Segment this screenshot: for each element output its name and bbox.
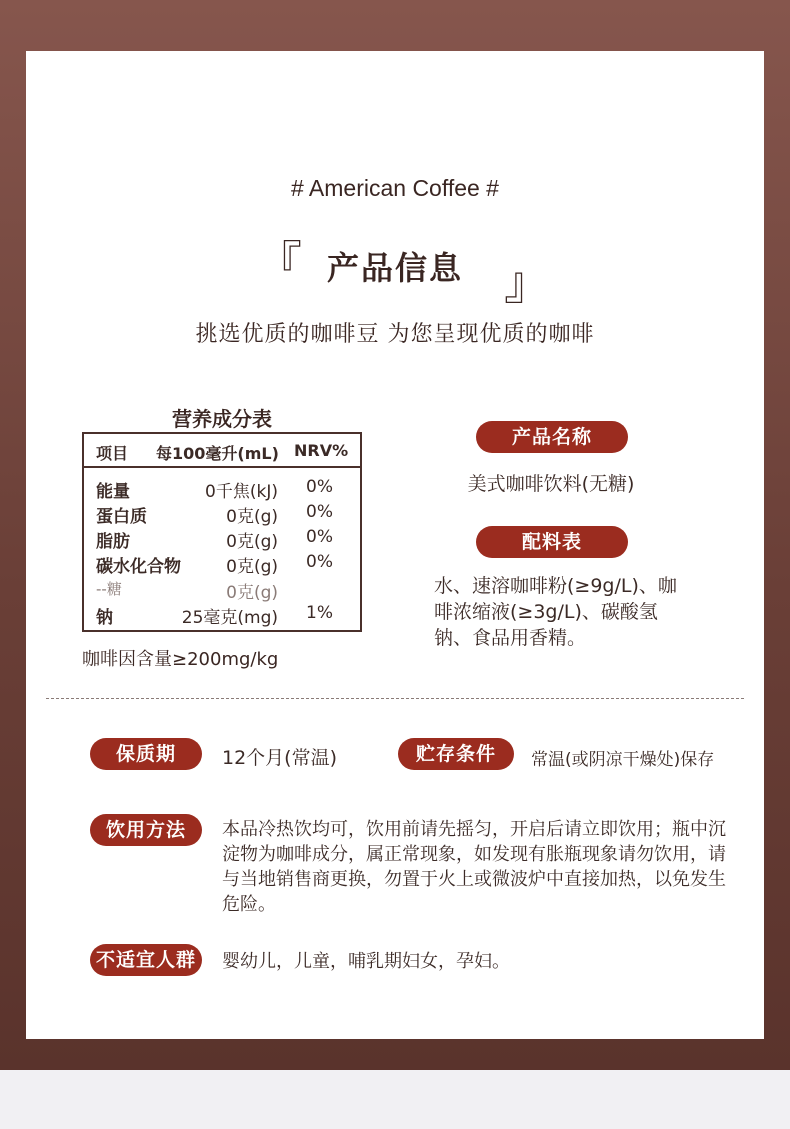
product-name-value: 美式咖啡饮料(无糖) bbox=[467, 473, 635, 495]
col-per100: 每100毫升(mL) bbox=[156, 444, 279, 463]
nutrition-header-row bbox=[84, 434, 360, 468]
table-row bbox=[84, 502, 360, 526]
shelf-life-badge: 保质期 bbox=[90, 738, 202, 770]
row-value: 0克(g) bbox=[226, 507, 278, 527]
nutrition-title: 营养成分表 bbox=[172, 407, 272, 431]
row-nrv: 0% bbox=[306, 477, 333, 497]
row-name: 钠 bbox=[96, 608, 113, 628]
row-value: 25毫克(mg) bbox=[181, 608, 278, 628]
row-nrv: 0% bbox=[306, 552, 333, 572]
row-name: 脂肪 bbox=[96, 532, 130, 552]
row-name: --糖 bbox=[96, 580, 122, 598]
col-nrv: NRV% bbox=[294, 441, 349, 460]
row-nrv: 0% bbox=[306, 502, 333, 522]
shelf-life-value: 12个月(常温) bbox=[222, 747, 338, 769]
row-value: 0克(g) bbox=[226, 583, 278, 603]
storage-value: 常温(或阴凉干燥处)保存 bbox=[531, 750, 715, 770]
eyebrow-text: # American Coffee # bbox=[291, 175, 499, 201]
row-value: 0千焦(kJ) bbox=[205, 482, 278, 502]
usage-badge: 饮用方法 bbox=[90, 814, 202, 846]
info-card bbox=[26, 51, 764, 1039]
dashed-divider bbox=[46, 698, 744, 699]
page-subtitle: 挑选优质的咖啡豆 为您呈现优质的咖啡 bbox=[195, 322, 595, 347]
table-row bbox=[84, 578, 360, 602]
bracket-open: 『 bbox=[256, 236, 302, 290]
row-name: 能量 bbox=[96, 482, 130, 502]
ingredients-badge: 配料表 bbox=[476, 526, 628, 558]
storage-badge: 贮存条件 bbox=[398, 738, 514, 770]
ingredients-value: 水、速溶咖啡粉(≥9g/L)、咖啡浓缩液(≥3g/L)、碳酸氢钠、食品用香精。 bbox=[434, 575, 677, 649]
bracket-close: 』 bbox=[504, 256, 550, 310]
row-value: 0克(g) bbox=[226, 532, 278, 552]
caffeine-note: 咖啡因含量≥200mg/kg bbox=[82, 649, 279, 670]
row-nrv: 1% bbox=[306, 603, 333, 623]
table-row bbox=[84, 603, 360, 627]
unsuitable-badge: 不适宜人群 bbox=[90, 944, 202, 976]
table-row bbox=[84, 552, 360, 576]
row-name: 蛋白质 bbox=[96, 507, 147, 527]
unsuitable-value: 婴幼儿，儿童，哺乳期妇女，孕妇。 bbox=[222, 951, 510, 972]
usage-value: 本品冷热饮均可，饮用前请先摇匀，开启后请立即饮用；瓶中沉淀物为咖啡成分，属正常现象，如发现有胀瓶现象请勿饮用，请与当地销售商更换，勿置于火上或微波炉中直接加热，以免发生危险。 bbox=[222, 819, 726, 915]
nutrition-table bbox=[82, 432, 362, 632]
col-item: 项目 bbox=[96, 444, 129, 463]
table-row bbox=[84, 477, 360, 501]
table-row bbox=[84, 527, 360, 551]
page-title: 产品信息 bbox=[326, 249, 463, 287]
product-name-badge: 产品名称 bbox=[476, 421, 628, 453]
row-nrv: 0% bbox=[306, 527, 333, 547]
row-name: 碳水化合物 bbox=[96, 557, 181, 577]
row-value: 0克(g) bbox=[226, 557, 278, 577]
